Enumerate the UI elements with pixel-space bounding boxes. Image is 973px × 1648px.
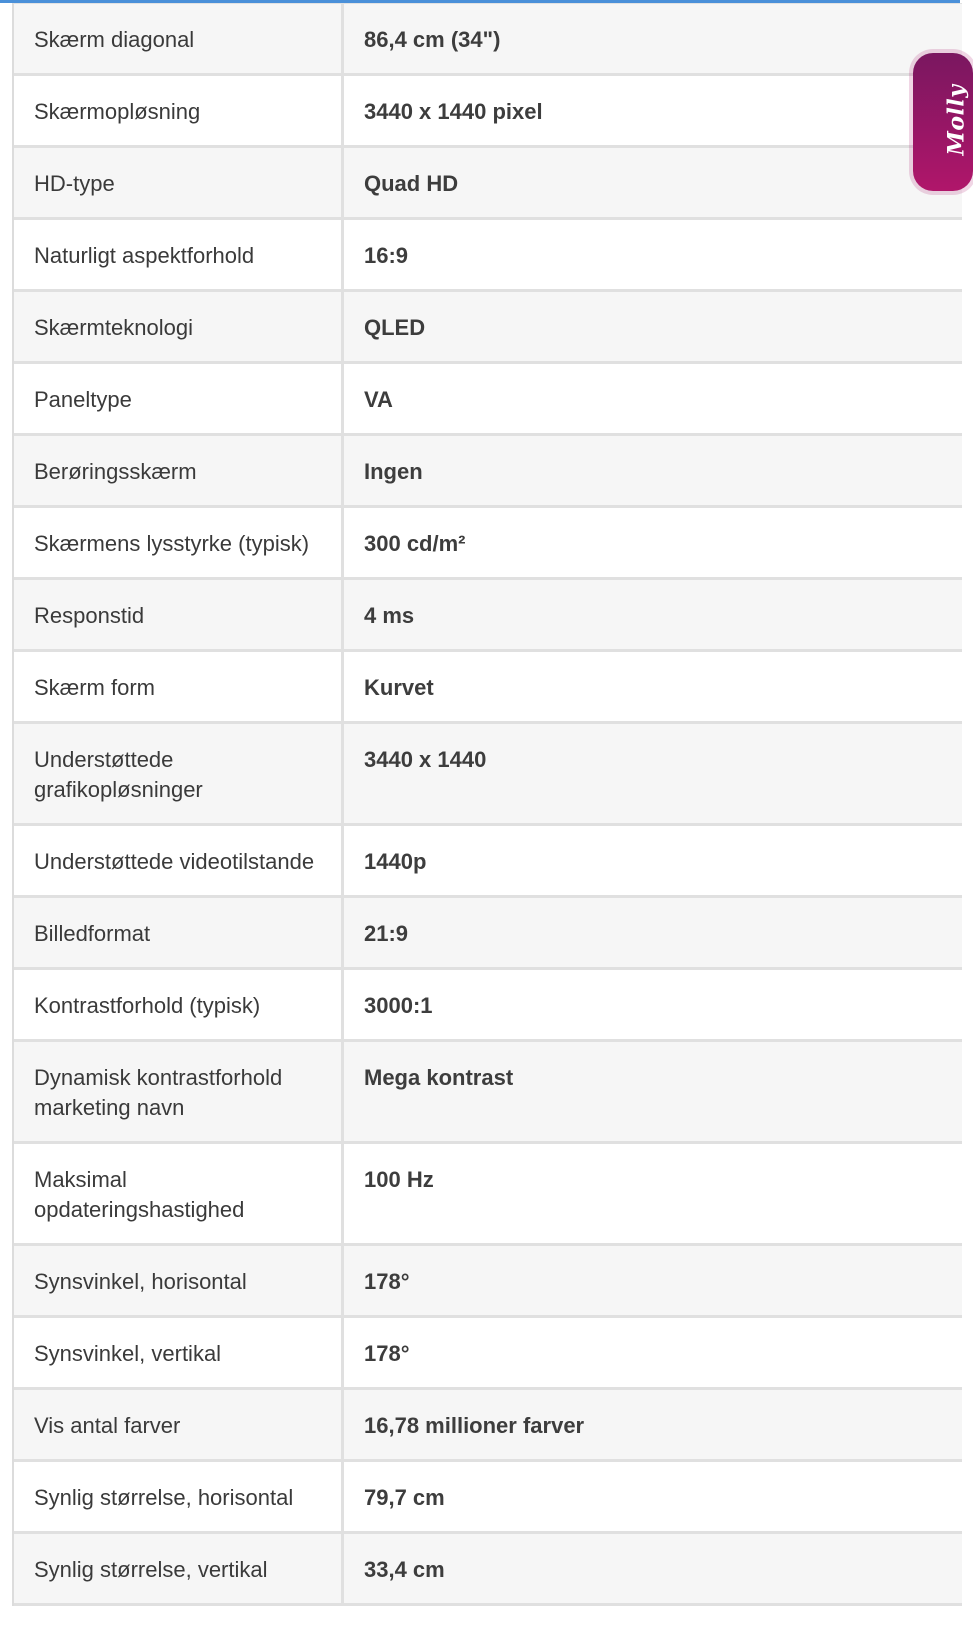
spec-value: 21:9 (364, 921, 409, 946)
spec-row (14, 898, 962, 970)
spec-label: HD-type (14, 148, 344, 217)
spec-label: Skærm form (14, 652, 344, 721)
spec-value: Kurvet (364, 675, 434, 700)
spec-value: 3440 x 1440 pixel (364, 99, 543, 124)
spec-label: Synsvinkel, vertikal (14, 1318, 344, 1387)
spec-label: Synlig størrelse, horisontal (14, 1462, 344, 1531)
spec-value: 16,78 millioner farver (364, 1413, 585, 1438)
spec-value: 100 Hz (364, 1167, 434, 1192)
spec-value: 16:9 (364, 243, 409, 268)
spec-value: 3440 x 1440 (364, 747, 487, 772)
spec-label: Berøringsskærm (14, 436, 344, 505)
spec-label: Dynamisk kontrastforhold marketing navn (14, 1042, 344, 1141)
spec-value: 300 cd/m² (364, 531, 466, 556)
spec-row (14, 148, 962, 220)
spec-table (12, 3, 962, 1606)
spec-row (14, 1318, 962, 1390)
spec-row (14, 1042, 962, 1144)
spec-row (14, 220, 962, 292)
spec-row (14, 1462, 962, 1534)
spec-value: Quad HD (364, 171, 459, 196)
spec-value: 79,7 cm (364, 1485, 445, 1510)
spec-label: Naturligt aspektforhold (14, 220, 344, 289)
spec-row (14, 364, 962, 436)
spec-row (14, 1534, 962, 1606)
spec-label: Understøttede grafikopløsninger (14, 724, 344, 823)
spec-row (14, 292, 962, 364)
spec-row (14, 724, 962, 826)
spec-value: 1440p (364, 849, 427, 874)
spec-value: 3000:1 (364, 993, 433, 1018)
spec-value: 86,4 cm (34") (364, 27, 501, 52)
chat-launcher-label: Molly (943, 84, 970, 156)
spec-label: Synlig størrelse, vertikal (14, 1534, 344, 1603)
spec-label: Skærmopløsning (14, 76, 344, 145)
spec-value: Ingen (364, 459, 423, 484)
spec-row (14, 1390, 962, 1462)
spec-label: Maksimal opdateringshastighed (14, 1144, 344, 1243)
spec-label: Understøttede videotilstande (14, 826, 344, 895)
spec-label: Vis antal farver (14, 1390, 344, 1459)
spec-value: 33,4 cm (364, 1557, 445, 1582)
spec-row (14, 508, 962, 580)
spec-label: Skærmteknologi (14, 292, 344, 361)
chat-launcher-button[interactable] (913, 53, 973, 191)
spec-value: VA (364, 387, 393, 412)
spec-label: Synsvinkel, horisontal (14, 1246, 344, 1315)
spec-row (14, 4, 962, 76)
spec-value: 178° (364, 1269, 410, 1294)
spec-row (14, 1246, 962, 1318)
spec-row (14, 76, 962, 148)
spec-row (14, 826, 962, 898)
spec-row (14, 970, 962, 1042)
spec-value: 4 ms (364, 603, 415, 628)
spec-label: Paneltype (14, 364, 344, 433)
spec-label: Kontrastforhold (typisk) (14, 970, 344, 1039)
spec-row (14, 580, 962, 652)
spec-label: Billedformat (14, 898, 344, 967)
spec-value: Mega kontrast (364, 1065, 514, 1090)
spec-row (14, 1144, 962, 1246)
spec-value: QLED (364, 315, 426, 340)
spec-label: Responstid (14, 580, 344, 649)
spec-label: Skærmens lysstyrke (typisk) (14, 508, 344, 577)
spec-row (14, 436, 962, 508)
spec-label: Skærm diagonal (14, 4, 344, 73)
spec-row (14, 652, 962, 724)
spec-value: 178° (364, 1341, 410, 1366)
